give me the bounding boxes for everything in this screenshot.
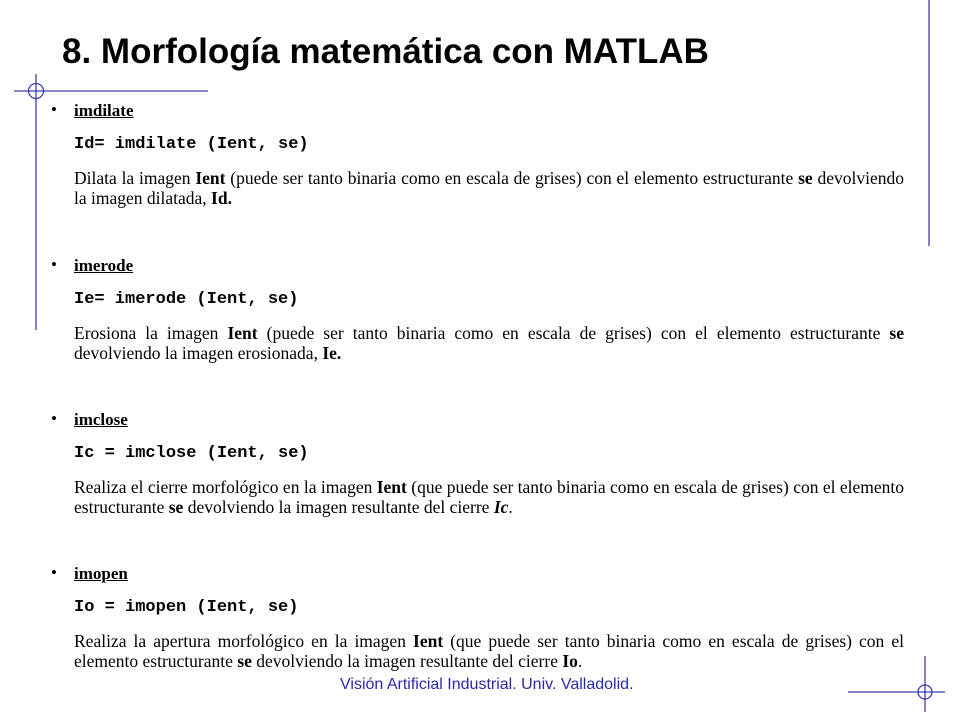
bullet-marker: • bbox=[51, 409, 57, 428]
section-imdilate bbox=[51, 101, 911, 221]
description-emphasis: se bbox=[889, 323, 904, 343]
function-name: imerode bbox=[74, 256, 134, 275]
description-emphasis: Io bbox=[562, 651, 578, 671]
description-emphasis: Ient bbox=[376, 477, 407, 497]
description-text: (puede ser tanto binaria como en escala de grises) con el elemento estructurante bbox=[257, 323, 890, 343]
bullet-marker: • bbox=[51, 100, 57, 119]
function-description bbox=[74, 323, 904, 363]
description-text: Realiza la apertura morfológico en la imagen bbox=[74, 631, 414, 651]
code-syntax: Ic = imclose (Ient, se) bbox=[74, 444, 309, 463]
function-name: imdilate bbox=[74, 101, 134, 120]
description-text: devolviendo la imagen resultante del cierre bbox=[183, 497, 494, 517]
description-emphasis: Ient bbox=[413, 631, 444, 651]
description-text: devolviendo la imagen erosionada, bbox=[74, 343, 323, 363]
description-text: (que puede ser tanto binaria como en escala de grises) con el elemento estructurante bbox=[74, 477, 904, 517]
description-emphasis: Ient bbox=[195, 168, 226, 188]
description-emphasis: Ic bbox=[493, 497, 509, 517]
description-text: devolviendo la imagen resultante del cierre bbox=[251, 651, 563, 671]
description-text: Dilata la imagen bbox=[74, 168, 196, 188]
description-emphasis: Id. bbox=[211, 188, 232, 208]
description-emphasis: se bbox=[168, 497, 184, 517]
description-text: (puede ser tanto binaria como en escala de grises) con el elemento estructurante bbox=[225, 168, 799, 188]
description-text: . bbox=[577, 651, 583, 671]
code-syntax: Ie= imerode (Ient, se) bbox=[74, 290, 299, 309]
bullet-marker: • bbox=[51, 255, 57, 274]
description-emphasis: Ient bbox=[227, 323, 258, 343]
function-name: imclose bbox=[74, 410, 128, 429]
function-description bbox=[74, 477, 904, 517]
description-emphasis: se bbox=[798, 168, 813, 188]
description-text: Realiza el cierre morfológico en la imagen bbox=[74, 477, 377, 497]
function-name: imopen bbox=[74, 564, 128, 583]
code-syntax: Io = imopen (Ient, se) bbox=[74, 598, 299, 617]
function-description bbox=[74, 631, 904, 671]
section-imclose bbox=[51, 410, 911, 530]
description-text: (que puede ser tanto binaria como en escala de grises) con el elemento estructurante bbox=[74, 631, 904, 671]
description-text: . bbox=[508, 497, 513, 517]
description-text: Erosiona la imagen bbox=[74, 323, 228, 343]
description-emphasis: Ie. bbox=[322, 343, 342, 363]
function-description bbox=[74, 168, 904, 208]
bullet-marker: • bbox=[51, 563, 57, 582]
section-imopen bbox=[51, 564, 911, 684]
slide-title: 8. Morfología matemática con MATLAB bbox=[62, 32, 709, 71]
description-emphasis: se bbox=[237, 651, 252, 671]
description-text: devolviendo la imagen dilatada, bbox=[74, 168, 905, 208]
section-imerode bbox=[51, 256, 911, 376]
slide-footer: Visión Artificial Industrial. Univ. Valladolid. bbox=[340, 676, 634, 693]
code-syntax: Id= imdilate (Ient, se) bbox=[74, 135, 309, 154]
